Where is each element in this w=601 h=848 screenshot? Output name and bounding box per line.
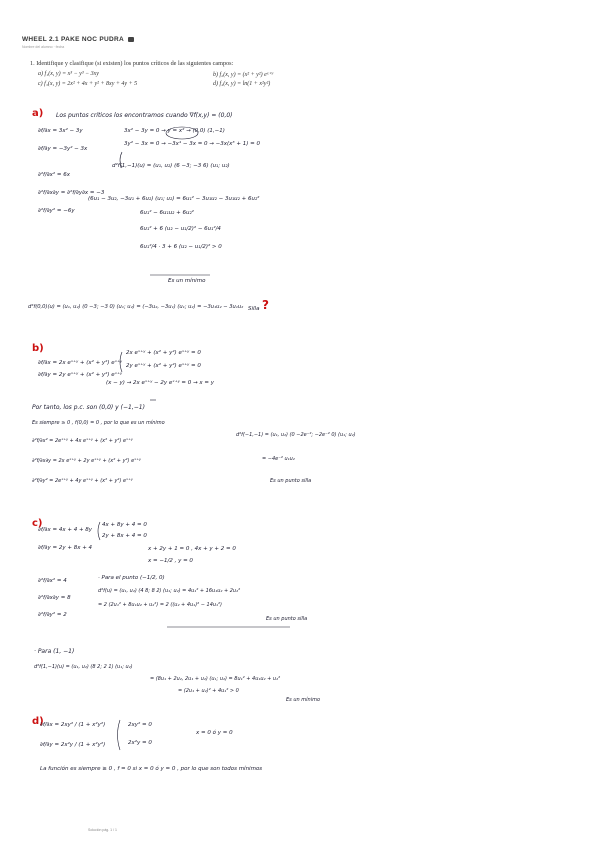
b-line-9: ∂²f/∂x∂y = 2x eˣ⁺ʸ + 2y eˣ⁺ʸ + (x² + y²) eˣ⁺ʸ xyxy=(32,458,141,464)
case-label: b) xyxy=(213,72,218,78)
b-line-12: = −4e⁻² u₁u₂ xyxy=(262,456,295,462)
c-line-3: 4x + 8y + 4 = 0 xyxy=(102,522,147,528)
b-line-3: 2x eˣ⁺ʸ + (x² + y²) eˣ⁺ʸ = 0 xyxy=(126,350,201,356)
c-line-13: Es un punto silla xyxy=(266,616,308,622)
document-subtitle: Nombre del alumno · fecha xyxy=(22,45,65,49)
b-line-13: Es un punto silla xyxy=(270,478,312,484)
c-line-2: ∂f/∂y = 2y + 8x + 4 xyxy=(38,545,93,551)
a-line-14: d²f(0,0)(u) = (u₁, u₂) (0 −3; −3 0) (u₁; u₂) = (−3u₂, −3u₁) (u₁; u₂) = −3u₁u₂ − 3u₁u₂ xyxy=(28,304,244,310)
section-a-intro: Los puntos críticos los encontramos cuando ∇f(x,y) = (0,0) xyxy=(56,112,233,119)
a-line-12: 6u₁²/4 · 3 + 6 (u₂ − u₁/2)² > 0 xyxy=(140,244,222,250)
a-line-3: 3x² − 3y = 0 → y = x² → (0,0) (1,−1) xyxy=(124,128,225,134)
a-line-4: 3y² − 3x = 0 → −3x⁴ − 3x = 0 → −3x(x³ + 1) = 0 xyxy=(124,141,260,147)
c-line-10: · Para el punto (−1/2, 0) xyxy=(98,575,165,581)
c-line-14: · Para (1, −1) xyxy=(34,648,75,655)
d-line-6: La función es siempre ≥ 0 , f = 0 si x = 0 ó y = 0 , por lo que son todos mínimos xyxy=(40,766,263,772)
c-line-4: 2y + 8x + 4 = 0 xyxy=(102,533,147,539)
case-label: c) xyxy=(38,81,43,87)
case-text: f₄(x, y) = ln(1 + x²y²) xyxy=(219,81,271,87)
section-d-label: d) xyxy=(32,716,44,727)
c-line-5: x + 2y + 1 = 0 , 4x + y + 2 = 0 xyxy=(148,546,236,552)
b-line-7: Es siempre ≥ 0 , f(0,0) = 0 , por lo que es un mínimo xyxy=(32,420,165,426)
c-line-1: ∂f/∂x = 4x + 4 + 8y xyxy=(38,527,93,533)
c-line-8: ∂²f/∂x∂y = 8 xyxy=(38,595,71,601)
problem-statement: 1. Identifique y clasifique (si existen) los puntos críticos de las siguientes campos: xyxy=(30,60,234,67)
a-line-2: ∂f/∂y = −3y² − 3x xyxy=(38,146,88,152)
a-line-1: ∂f/∂x = 3x² − 3y xyxy=(38,128,83,134)
a-line-10: 6u₁² − 6u₁u₂ + 6u₂² xyxy=(140,210,194,216)
section-c-label: c) xyxy=(32,518,43,529)
d-line-5: x = 0 ó y = 0 xyxy=(196,730,233,736)
d-line-1: ∂f/∂x = 2xy² / (1 + x²y²) xyxy=(40,722,106,728)
c-line-15: d²f(1,−1)(u) = (u₁, u₂) (8 2; 2 1) (u₁; u₂) xyxy=(34,664,133,670)
b-line-1: ∂f/∂x = 2x eˣ⁺ʸ + (x² + y²) eˣ⁺ʸ xyxy=(38,360,123,366)
b-line-4: 2y eˣ⁺ʸ + (x² + y²) eˣ⁺ʸ = 0 xyxy=(126,363,201,369)
b-line-11: d²f(−1,−1) = (u₁, u₂) (0 −2e⁻²; −2e⁻² 0) (u₁; u₂) xyxy=(236,432,356,438)
a-line-13: Es un mínimo xyxy=(168,278,206,284)
a-line-5: ∂²f/∂x² = 6x xyxy=(38,172,71,178)
c-line-11: d²f(u) = (u₁, u₂) (4 8; 8 2) (u₁; u₂) = 4u₁² + 16u₁u₂ + 2u₂² xyxy=(98,588,241,594)
a-line-6: ∂²f/∂x∂y = ∂²f/∂y∂x = −3 xyxy=(38,190,105,196)
case-label: a) xyxy=(38,71,43,77)
c-line-16: = (8u₁ + 2u₂, 2u₁ + u₂) (u₁; u₂) = 8u₁² + 4u₁u₂ + u₂² xyxy=(150,676,281,682)
a-line-15: Silla xyxy=(248,306,260,312)
section-b-label: b) xyxy=(32,343,44,354)
d-line-3: 2xy² = 0 xyxy=(128,722,152,728)
b-line-8: ∂²f/∂x² = 2eˣ⁺ʸ + 4x eˣ⁺ʸ + (x² + y²) eˣ⁺ʸ xyxy=(32,438,133,444)
case-text: f₃(x, y) = 2x² + 4x + y² + 8xy + 4y + 5 xyxy=(44,81,138,87)
a-line-8: d²f(1,−1)(u) = (u₁, u₂) (6 −3; −3 6) (u₁; u₂) xyxy=(112,163,230,169)
b-line-10: ∂²f/∂y² = 2eˣ⁺ʸ + 4y eˣ⁺ʸ + (x² + y²) eˣ⁺ʸ xyxy=(32,478,133,484)
c-line-6: x = −1/2 , y = 0 xyxy=(148,558,193,564)
d-line-2: ∂f/∂y = 2x²y / (1 + x²y²) xyxy=(40,742,106,748)
document-title: WHEEL 2.1 PAKE NOC PUDRA xyxy=(22,36,124,43)
c-line-9: ∂²f/∂y² = 2 xyxy=(38,612,67,618)
c-line-12: = 2 (2u₁² + 8u₁u₂ + u₂²) = 2 ((u₂ + 4u₁)² − 14u₁²) xyxy=(98,602,223,608)
a-line-9: (6u₁ − 3u₂, −3u₁ + 6u₂) (u₁; u₂) = 6u₁² − 3u₁u₂ − 3u₁u₂ + 6u₂² xyxy=(88,196,260,202)
b-line-6: Por tanto, los p.c. son (0,0) y (−1,−1) xyxy=(32,404,145,411)
case-text: f₂(x, y) = (x² + y²) eˣ⁺ʸ xyxy=(219,72,274,78)
a-line-7: ∂²f/∂y² = −6y xyxy=(38,208,75,214)
c-line-17: = (2u₁ + u₂)² + 4u₁² > 0 xyxy=(178,688,239,694)
page-footer: Solución pág. 1 / 1 xyxy=(88,828,117,832)
a-line-11: 6u₁² + 6 (u₂ − u₁/2)² − 6u₁²/4 xyxy=(140,226,221,232)
case-text: f₁(x, y) = x³ − y³ − 3xy xyxy=(44,71,99,77)
a-annotation: ? xyxy=(262,298,269,312)
case-label: d) xyxy=(213,81,218,87)
c-line-18: Es un mínimo xyxy=(286,697,321,703)
section-a-label: a) xyxy=(32,108,44,119)
d-line-4: 2x²y = 0 xyxy=(128,740,152,746)
c-line-7: ∂²f/∂x² = 4 xyxy=(38,578,67,584)
b-line-5: (x − y) → 2x eˣ⁺ʸ − 2y eˣ⁺ʸ = 0 → x = y xyxy=(106,380,214,386)
b-line-2: ∂f/∂y = 2y eˣ⁺ʸ + (x² + y²) eˣ⁺ʸ xyxy=(38,372,123,378)
